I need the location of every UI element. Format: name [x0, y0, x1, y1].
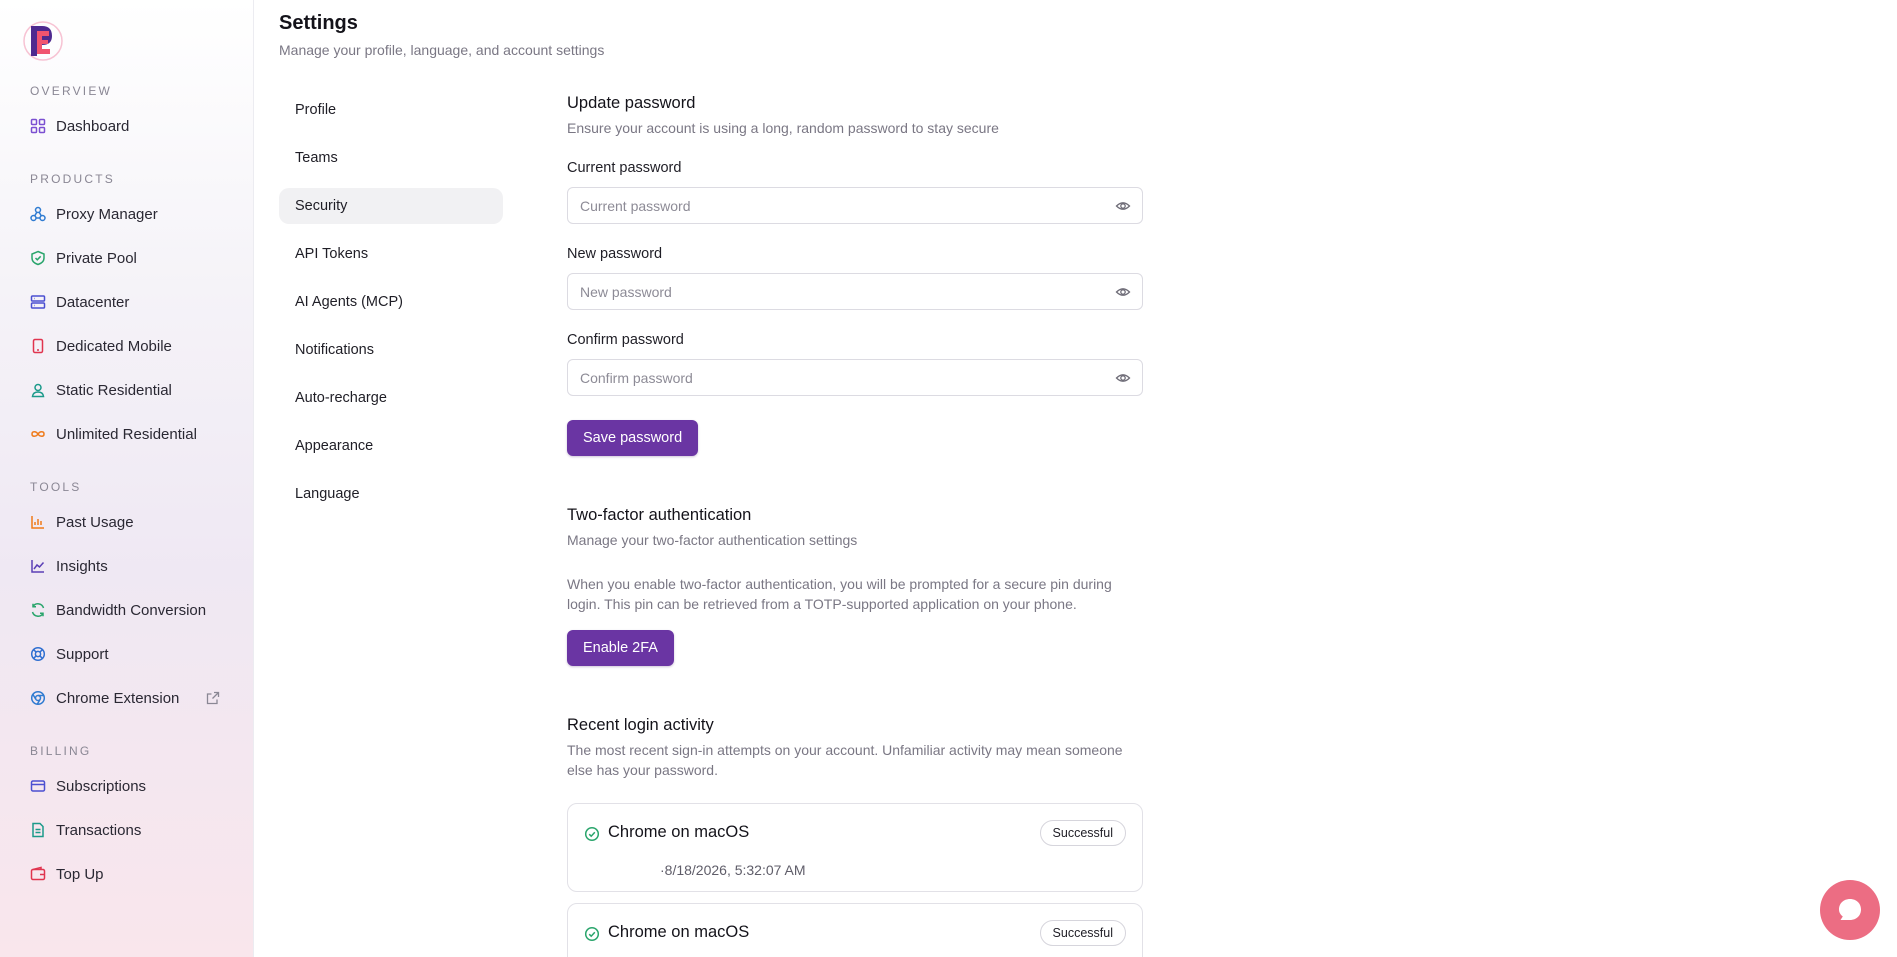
- network-icon: [30, 206, 46, 222]
- login-device: Chrome on macOS: [608, 823, 750, 841]
- sidebar-item-label: Dashboard: [56, 117, 130, 135]
- settings-tab-api-tokens[interactable]: API Tokens: [295, 246, 369, 262]
- enable-2fa-button[interactable]: Enable 2FA: [567, 630, 674, 666]
- eye-icon[interactable]: [1115, 284, 1131, 300]
- settings-tab-ai-agents[interactable]: AI Agents (MCP): [295, 294, 403, 310]
- confirm-password-input[interactable]: [568, 360, 1088, 395]
- grid-icon: [30, 118, 46, 134]
- sidebar-item-insights[interactable]: [30, 554, 230, 578]
- login-entry: [567, 803, 1143, 892]
- sidebar-item-label: Support: [56, 645, 109, 663]
- sidebar-item-proxy-manager[interactable]: [30, 202, 230, 226]
- login-activity-description-line2: else has your password.: [567, 762, 718, 778]
- sidebar-item-label: Bandwidth Conversion: [56, 601, 207, 619]
- sidebar-item-top-up[interactable]: [30, 862, 230, 886]
- chat-bubble-icon: [1836, 896, 1864, 924]
- sidebar-item-dedicated-mobile[interactable]: [30, 334, 230, 358]
- sidebar-item-label: Subscriptions: [56, 777, 147, 795]
- sidebar-item-dashboard[interactable]: [30, 114, 230, 138]
- update-password-title: Update password: [567, 94, 696, 112]
- sidebar-item-past-usage[interactable]: [30, 510, 230, 534]
- page-subtitle: Manage your profile, language, and account settings: [279, 42, 605, 58]
- login-entry: [567, 903, 1143, 957]
- settings-tab-security[interactable]: Security: [279, 188, 503, 224]
- section-label-overview: OVERVIEW: [30, 84, 113, 98]
- eye-icon[interactable]: [1115, 198, 1131, 214]
- sidebar-item-transactions[interactable]: [30, 818, 230, 842]
- line-chart-icon: [30, 558, 46, 574]
- settings-tab-auto-recharge[interactable]: Auto-recharge: [295, 390, 387, 406]
- receipt-icon: [30, 822, 46, 838]
- sidebar-item-bandwidth-conversion[interactable]: [30, 598, 230, 622]
- sidebar-item-label: Datacenter: [56, 293, 130, 311]
- check-circle-icon: [584, 826, 600, 842]
- refresh-icon: [30, 602, 46, 618]
- sidebar-item-label: Unlimited Residential: [56, 425, 197, 443]
- settings-tab-profile[interactable]: Profile: [295, 102, 337, 118]
- brand-logo[interactable]: [22, 20, 64, 62]
- page-title: Settings: [279, 12, 358, 34]
- settings-tab-language[interactable]: Language: [295, 486, 360, 502]
- two-factor-description: Manage your two-factor authentication settings: [567, 532, 858, 548]
- sidebar-item-static-residential[interactable]: [30, 378, 230, 402]
- chat-widget-button[interactable]: [1820, 880, 1880, 940]
- login-time: ·8/18/2026, 5:32:07 AM: [660, 862, 806, 878]
- check-circle-icon: [584, 926, 600, 942]
- lifebuoy-icon: [30, 646, 46, 662]
- login-activity-title: Recent login activity: [567, 716, 714, 734]
- sidebar-item-label: Chrome Extension: [56, 689, 180, 707]
- sidebar-item-label: Static Residential: [56, 381, 172, 399]
- confirm-password-wrapper: [567, 359, 1143, 396]
- sidebar-item-private-pool[interactable]: [30, 246, 230, 270]
- section-label-billing: BILLING: [30, 744, 92, 758]
- status-badge: Successful: [1040, 920, 1126, 946]
- sidebar-item-label: Private Pool: [56, 249, 137, 267]
- chrome-icon: [30, 690, 46, 706]
- new-password-label: New password: [567, 246, 663, 262]
- section-label-products: PRODUCTS: [30, 172, 115, 186]
- sidebar-item-unlimited-residential[interactable]: [30, 422, 230, 446]
- confirm-password-label: Confirm password: [567, 332, 684, 348]
- settings-tab-teams[interactable]: Teams: [295, 150, 338, 166]
- two-factor-title: Two-factor authentication: [567, 506, 752, 524]
- section-label-tools: TOOLS: [30, 480, 82, 494]
- sidebar-item-datacenter[interactable]: [30, 290, 230, 314]
- status-badge: Successful: [1040, 820, 1126, 846]
- server-icon: [30, 294, 46, 310]
- sidebar-item-label: Proxy Manager: [56, 205, 158, 223]
- phone-icon: [30, 338, 46, 354]
- user-pin-icon: [30, 382, 46, 398]
- sidebar-item-label: Top Up: [56, 865, 104, 883]
- two-factor-body-line1: When you enable two-factor authentication, you will be prompted for a secure pin during: [567, 576, 1112, 592]
- bar-chart-icon: [30, 514, 46, 530]
- new-password-wrapper: [567, 273, 1143, 310]
- sidebar-item-label: Transactions: [56, 821, 142, 839]
- sidebar-item-label: Dedicated Mobile: [56, 337, 172, 355]
- sidebar: [0, 0, 254, 957]
- external-link-icon[interactable]: [206, 691, 220, 705]
- settings-tab-notifications[interactable]: Notifications: [295, 342, 374, 358]
- current-password-wrapper: [567, 187, 1143, 224]
- sidebar-item-chrome-extension[interactable]: [30, 686, 230, 710]
- eye-icon[interactable]: [1115, 370, 1131, 386]
- sidebar-item-label: Insights: [56, 557, 108, 575]
- settings-tab-appearance[interactable]: Appearance: [295, 438, 374, 454]
- login-device: Chrome on macOS: [608, 923, 750, 941]
- sidebar-item-support[interactable]: [30, 642, 230, 666]
- current-password-label: Current password: [567, 160, 682, 176]
- two-factor-body-line2: login. This pin can be retrieved from a TOTP-supported application on your phone.: [567, 596, 1077, 612]
- wallet-icon: [30, 866, 46, 882]
- sidebar-item-subscriptions[interactable]: [30, 774, 230, 798]
- shield-icon: [30, 250, 46, 266]
- card-icon: [30, 778, 46, 794]
- new-password-input[interactable]: [568, 274, 1088, 309]
- current-password-input[interactable]: [568, 188, 1088, 223]
- login-activity-description-line1: The most recent sign-in attempts on your account. Unfamiliar activity may mean someone: [567, 742, 1123, 758]
- infinity-icon: [30, 426, 46, 442]
- sidebar-item-label: Past Usage: [56, 513, 134, 531]
- update-password-description: Ensure your account is using a long, random password to stay secure: [567, 120, 999, 136]
- save-password-button[interactable]: Save password: [567, 420, 698, 456]
